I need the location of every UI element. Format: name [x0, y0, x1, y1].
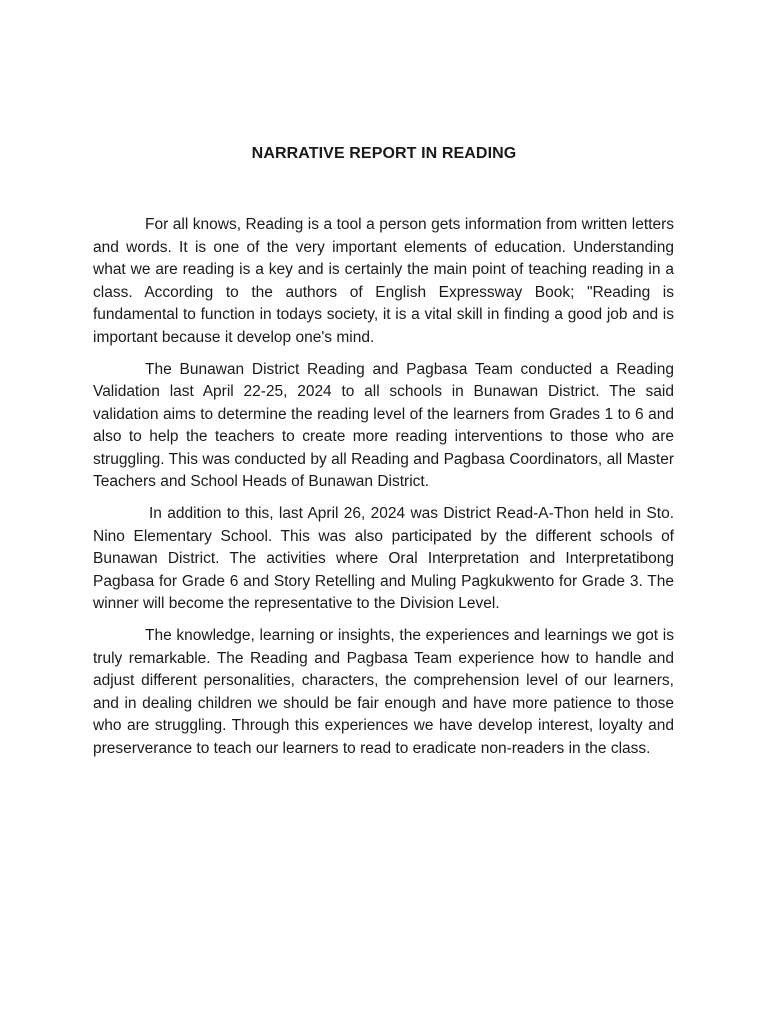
paragraph-insights: The knowledge, learning or insights, the experiences and learnings we got is truly remarkable. The Reading and Pagbasa Team experience how to handle and adjust different personalities, characters, the comprehension level of our learners, and in dealing children we should be fair enough and have more patience to those who are struggling. Through this experiences we have develop interest, loyalty and preserverance to teach our learners to read to eradicate non-readers in the class.	[93, 627, 674, 757]
document-body	[93, 214, 674, 770]
paragraph-reading-validation: The Bunawan District Reading and Pagbasa Team conducted a Reading Validation last April 22-25, 2024 to all schools in Bunawan District. The said validation aims to determine the reading level of the learners from Grades 1 to 6 and also to help the teachers to create more reading interventions to those who are struggling. This was conducted by all Reading and Pagbasa Coordinators, all Master Teachers and School Heads of Bunawan District.	[93, 360, 674, 490]
page-title: NARRATIVE REPORT IN READING	[251, 145, 517, 162]
paragraph-read-a-thon: In addition to this, last April 26, 2024 was District Read-A-Thon held in Sto. Nino Elementary School. This was also participated by the different schools of Bunawan District. The activities where Oral Interpretation and Interpretatibong Pagbasa for Grade 6 and Story Retelling and Muling Pagkukwento for Grade 3. The winner will become the representative to the Division Level.	[93, 505, 674, 612]
paragraph-introduction: For all knows, Reading is a tool a person gets information from written letters and words. It is one of the very important elements of education. Understanding what we are reading is a key and is certainly the main point of teaching reading in a class. According to the authors of English Expressway Book; "Reading is fundamental to function in todays society, it is a vital skill in finding a good job and is important because it develop one's mind.	[93, 216, 674, 346]
